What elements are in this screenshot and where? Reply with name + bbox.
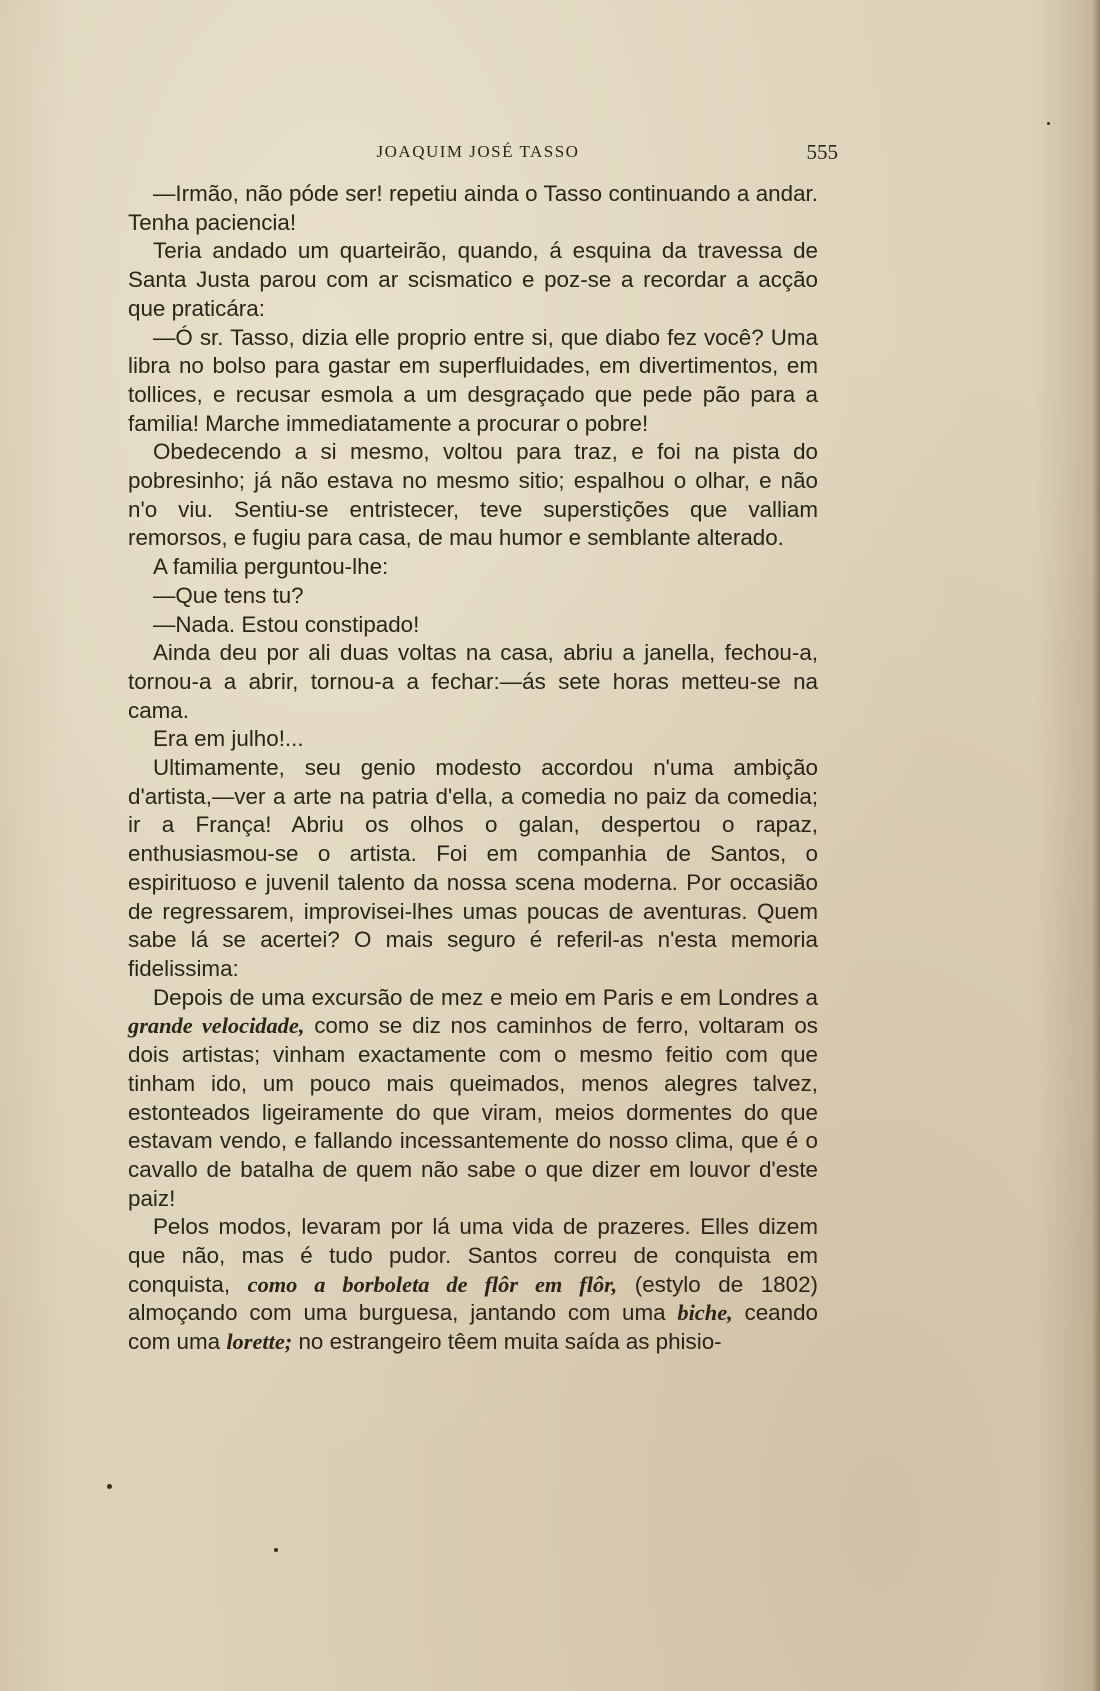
italic-phrase: como a borboleta de flôr em flôr, — [247, 1271, 618, 1297]
italic-word: lorette; — [226, 1329, 293, 1355]
paragraph: Teria andado um quarteirão, quando, á esquina da travessa de Santa Justa parou com ar scismatico e poz-se a recordar a acção que praticára: — [128, 238, 818, 321]
ink-speck — [274, 1548, 278, 1552]
ink-speck — [1047, 122, 1050, 125]
paragraph: —Ó sr. Tasso, dizia elle proprio entre si, que diabo fez você? Uma libra no bolso para gastar em superfluidades, em divertimentos, em tollices, e recusar esmola a um desgraçado que pede pão para a familia! Marche immediatamente a procurar o pobre! — [128, 324, 818, 436]
page-number: 555 — [806, 140, 838, 164]
paragraph: —Nada. Estou constipado! — [153, 611, 420, 637]
paragraph: —Irmão, não póde ser! repetiu ainda o Tasso continuando a andar. Tenha paciencia! — [128, 181, 818, 235]
text-run: Pelos modos, levaram por lá uma vida de prazeres. Elles dizem que não, mas é tudo pudor. Santos correu de conquista em conquista, — [128, 1214, 818, 1297]
text-run: no estrangeiro têem muita saída as phisio- — [292, 1329, 722, 1355]
text-run: Depois de uma excursão de mez e meio em Paris e em Londres a — [153, 984, 818, 1010]
text-run: (estylo de 1802) almoçando com uma burguesa, jantando com uma — [128, 1271, 818, 1326]
italic-phrase: grande velocidade, — [128, 1013, 305, 1039]
text-run: ceando com uma — [128, 1300, 818, 1355]
paragraph: Obedecendo a si mesmo, voltou para traz, e foi na pista do pobresinho; já não estava no mesmo sitio; espalhou o olhar, e não n'o viu. Sentiu-se entristecer, teve superstições que valliam remorsos, e fugiu para casa, de mau humor e semblante alterado. — [128, 439, 818, 551]
paragraph — [128, 984, 818, 1214]
paragraph: Ainda deu por ali duas voltas na casa, abriu a janella, fechou-a, tornou-a a abrir, tornou-a a fechar:—ás sete horas metteu-se na cama. — [128, 640, 818, 723]
paragraph: Ultimamente, seu genio modesto accordou n'uma ambição d'artista,—ver a arte na patria d'ella, a comedia no paiz da comedia; ir a França! Abriu os olhos o galan, despertou o rapaz, enthusiasmou-se o artista. Foi em companhia de Santos, o espirituoso e juvenil talento da nossa scena moderna. Por occasião de regressarem, improvisei-lhes umas poucas de aventuras. Quem sabe lá se acertei? O mais seguro é referil-as n'esta memoria fidelissima: — [128, 755, 818, 981]
page-edge-shadow — [1092, 0, 1100, 1691]
paragraph: A familia perguntou-lhe: — [153, 554, 389, 580]
paragraph: —Que tens tu? — [153, 582, 304, 608]
italic-word: biche, — [677, 1300, 733, 1326]
text-run: como se diz nos caminhos de ferro, voltaram os dois artistas; vinham exactamente com o mesmo feitio com que tinham ido, um pouco mais queimados, menos alegres talvez, estonteados ligeiramente do que viram, meios dormentes do que estavam vendo, e fallando incessantemente do nosso clima, que é o cavallo de batalha de quem não sabe o que dizer em louvor d'este paiz! — [128, 1013, 818, 1211]
running-head — [128, 140, 838, 166]
paragraph — [128, 1213, 818, 1357]
running-head-title: JOAQUIM JOSÉ TASSO — [376, 142, 580, 161]
paragraph: Era em julho!... — [153, 726, 304, 752]
ink-speck — [107, 1484, 112, 1489]
body-text — [128, 180, 818, 1357]
